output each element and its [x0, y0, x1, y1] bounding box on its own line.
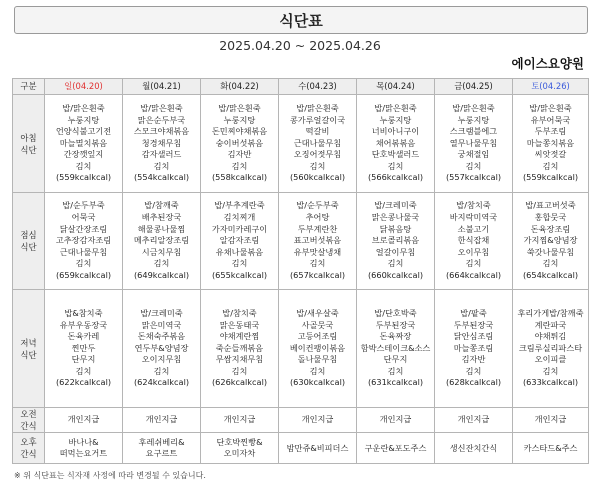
menu-item: 궁채절임: [457, 149, 490, 160]
menu-item: 추어탕: [305, 212, 330, 223]
menu-item: 김치: [75, 365, 92, 376]
menu-item: 얼갈이무침: [375, 246, 416, 257]
snack-cell: 바나나&떠먹는요거트: [45, 433, 123, 464]
pm-snack-row: [13, 433, 589, 464]
menu-item: 숭이버섯볶음: [215, 137, 264, 148]
menu-item: (649kcalkcal): [133, 269, 190, 280]
menu-item: 후리가게밥/참깨죽: [517, 307, 584, 318]
menu-item: 고등어조림: [297, 331, 338, 342]
menu-item: 표고버섯볶음: [293, 235, 342, 246]
snack-cell: 개인지급: [435, 408, 513, 433]
menu-item: 누룽지탕: [379, 114, 412, 125]
menu-item: 김치: [231, 365, 248, 376]
date-range: 2025.04.20 ~ 2025.04.26: [219, 38, 381, 53]
menu-item: 밥/맑은흰죽: [374, 102, 417, 113]
header-day-wed: 수(04.23): [279, 79, 357, 95]
menu-item: 스모크야채볶음: [133, 126, 190, 137]
menu-item: 닭살간장조림: [59, 223, 108, 234]
menu-table: [12, 78, 589, 464]
menu-item: 오이지무침: [141, 354, 182, 365]
menu-item: 돈육짜장: [379, 331, 412, 342]
menu-item: (633kcalkcal): [522, 377, 579, 388]
menu-item: 밥/표고버섯죽: [525, 200, 576, 211]
menu-item: 김치: [153, 258, 170, 269]
menu-item: 유부우동장국: [59, 319, 108, 330]
page-title: 식단표: [14, 6, 588, 34]
menu-item: 언양식불고기전: [55, 126, 112, 137]
menu-item: 김치: [542, 160, 559, 171]
menu-item: (624kcalkcal): [133, 377, 190, 388]
menu-item: 두부된장국: [375, 319, 416, 330]
menu-item: (628kcalkcal): [445, 377, 502, 388]
menu-item: (660kcalkcal): [367, 269, 424, 280]
menu-item: 마늘쫑조림: [453, 342, 494, 353]
menu-item: 씨앗젓갈: [534, 149, 567, 160]
menu-item: 밥/새우살죽: [296, 307, 339, 318]
menu-item: (631kcalkcal): [367, 377, 424, 388]
snack-cell: 개인지급: [201, 408, 279, 433]
menu-item: 밥/참치죽: [456, 200, 491, 211]
menu-item: 야채튀김: [534, 331, 567, 342]
menu-item: 밥/부추계란죽: [214, 200, 265, 211]
menu-item: 오징어젓무침: [293, 149, 342, 160]
menu-item: 돈육장조림: [530, 223, 571, 234]
menu-item: 브로콜리볶음: [371, 235, 420, 246]
menu-item: 밥/맑은흰죽: [529, 102, 572, 113]
meal-cell: [279, 193, 357, 290]
menu-item: 밥/참깨죽: [144, 200, 179, 211]
menu-item: 한식잡채: [457, 235, 490, 246]
menu-item: 해물콩나물찜: [137, 223, 186, 234]
snack-cell: 단호박찐빵&오미자차: [201, 433, 279, 464]
menu-item: 김치: [465, 365, 482, 376]
breakfast-row: [13, 95, 589, 193]
menu-item: (659kcalkcal): [55, 269, 112, 280]
footnote: ※ 위 식단표는 식자재 사정에 따라 변경될 수 있습니다.: [14, 471, 206, 480]
menu-item: 김치: [309, 160, 326, 171]
menu-item: 알감자조림: [219, 235, 260, 246]
header-day-tue: 화(04.22): [201, 79, 279, 95]
menu-item: 밥/순두부죽: [296, 200, 339, 211]
meal-cell: [123, 95, 201, 193]
menu-item: (664kcalkcal): [445, 269, 502, 280]
meal-cell: [45, 290, 123, 408]
menu-item: 밥/크레미죽: [374, 200, 417, 211]
menu-item: (622kcalkcal): [55, 377, 112, 388]
meal-cell: [279, 290, 357, 408]
menu-item: 누룽지탕: [457, 114, 490, 125]
meal-cell: [123, 193, 201, 290]
menu-item: 돈육카레: [67, 331, 100, 342]
menu-item: 김치: [542, 258, 559, 269]
meal-cell: [513, 290, 589, 408]
menu-item: 단호박샐러드: [371, 149, 420, 160]
header-category: 구분: [13, 79, 45, 95]
menu-item: (655kcalkcal): [211, 269, 268, 280]
menu-item: 크림루실리파스타: [518, 342, 583, 353]
menu-item: 떡갈비: [305, 126, 330, 137]
menu-item: 열무나물무침: [449, 137, 498, 148]
menu-item: 김치: [387, 365, 404, 376]
meal-cell: [357, 290, 435, 408]
am-snack-row: [13, 408, 589, 433]
meal-cell: [513, 193, 589, 290]
menu-item: (559kcalkcal): [522, 172, 579, 183]
menu-item: 김치: [465, 258, 482, 269]
menu-item: (566kcalkcal): [367, 172, 424, 183]
meal-cell: [201, 193, 279, 290]
menu-item: 김치: [309, 365, 326, 376]
menu-item: 밥/맑은흰죽: [140, 102, 183, 113]
menu-item: 스크램블에그: [449, 126, 498, 137]
menu-item: 근대나물무침: [293, 137, 342, 148]
header-day-sat: 토(04.26): [513, 79, 589, 95]
header-day-mon: 월(04.21): [123, 79, 201, 95]
menu-item: 야채계란찜: [219, 331, 260, 342]
menu-item: (560kcalkcal): [289, 172, 346, 183]
row-label-dinner: 저녁 식단: [13, 290, 45, 408]
menu-item: 두부조림: [534, 126, 567, 137]
menu-item: 김치: [231, 258, 248, 269]
snack-cell: 구운란&포도주스: [357, 433, 435, 464]
menu-item: 연두부&양념장: [134, 342, 189, 353]
menu-item: 누룽지탕: [223, 114, 256, 125]
menu-item: 밥/단호박죽: [374, 307, 417, 318]
row-label-lunch: 점심 식단: [13, 193, 45, 290]
snack-cell: 생신잔치간식: [435, 433, 513, 464]
menu-item: 돈채숙주볶음: [137, 331, 186, 342]
menu-item: 쑥갓나물무침: [526, 246, 575, 257]
menu-item: 두부계란찬: [297, 223, 338, 234]
menu-item: 근대나물무침: [59, 246, 108, 257]
menu-item: 밥/맑은흰죽: [296, 102, 339, 113]
lunch-row: [13, 193, 589, 290]
menu-item: 유부맛살냉채: [293, 246, 342, 257]
menu-item: 밥/맑은흰죽: [62, 102, 105, 113]
menu-item: 누룽지탕: [67, 114, 100, 125]
menu-item: 밥/맑은흰죽: [452, 102, 495, 113]
menu-item: 시금치무침: [141, 246, 182, 257]
menu-item: 밥/맑은흰죽: [218, 102, 261, 113]
menu-item: (626kcalkcal): [211, 377, 268, 388]
menu-item: 김치: [309, 258, 326, 269]
menu-item: 마늘쫑치볶음: [526, 137, 575, 148]
menu-item: 단무지: [383, 354, 408, 365]
header-day-sun: 일(04.20): [45, 79, 123, 95]
meal-cell: [357, 95, 435, 193]
menu-item: 김자반: [461, 354, 486, 365]
snack-cell: 개인지급: [279, 408, 357, 433]
meal-cell: [45, 193, 123, 290]
meal-cell: [279, 95, 357, 193]
menu-item: 찐만두: [71, 342, 96, 353]
menu-item: 감자샐러드: [141, 149, 182, 160]
menu-item: (559kcalkcal): [55, 172, 112, 183]
menu-item: 죽순들깨볶음: [215, 342, 264, 353]
menu-item: 어묵국: [71, 212, 96, 223]
menu-item: 간장깻잎지: [63, 149, 104, 160]
meal-cell: [201, 290, 279, 408]
menu-item: 김치: [75, 160, 92, 171]
menu-item: (657kcalkcal): [289, 269, 346, 280]
menu-item: 사골뭇국: [301, 319, 334, 330]
menu-item: 계란파국: [534, 319, 567, 330]
menu-item: 메추리알장조림: [133, 235, 190, 246]
menu-item: 오이피클: [534, 354, 567, 365]
menu-item: 밥&참치죽: [64, 307, 103, 318]
meal-cell: [201, 95, 279, 193]
menu-item: 김치: [153, 160, 170, 171]
menu-item: 김치: [387, 160, 404, 171]
menu-item: 함박스테이크&소스: [360, 342, 431, 353]
menu-item: (654kcalkcal): [522, 269, 579, 280]
dinner-row: [13, 290, 589, 408]
menu-item: 돌나물무침: [297, 354, 338, 365]
snack-cell: 카스타드&주스: [513, 433, 589, 464]
header-row: [13, 79, 589, 95]
row-label-am-snack: 오전 간식: [13, 408, 45, 433]
menu-item: 밥/참치죽: [222, 307, 257, 318]
meal-cell: [435, 95, 513, 193]
meal-cell: [45, 95, 123, 193]
meal-cell: [513, 95, 589, 193]
menu-item: 두부된장국: [453, 319, 494, 330]
menu-item: 김치: [465, 160, 482, 171]
menu-item: 김치: [153, 365, 170, 376]
meal-cell: [123, 290, 201, 408]
snack-cell: 개인지급: [513, 408, 589, 433]
menu-item: (558kcalkcal): [211, 172, 268, 183]
meal-cell: [435, 290, 513, 408]
menu-item: (630kcalkcal): [289, 377, 346, 388]
menu-item: 가지찜&양념장: [523, 235, 578, 246]
menu-item: 김치: [231, 160, 248, 171]
row-label-pm-snack: 오후 간식: [13, 433, 45, 464]
menu-item: 단무지: [71, 354, 96, 365]
menu-item: 배추된장국: [141, 212, 182, 223]
menu-item: 밥/팥죽: [460, 307, 487, 318]
menu-item: 소불고기: [457, 223, 490, 234]
menu-item: 유채나물볶음: [215, 246, 264, 257]
menu-item: 콩가루얼갈이국: [289, 114, 346, 125]
snack-cell: 밤만쥬&비피더스: [279, 433, 357, 464]
menu-item: 밥/크레미죽: [140, 307, 183, 318]
menu-item: 청경채무침: [141, 137, 182, 148]
meal-cell: [435, 193, 513, 290]
menu-item: 가자미카레구이: [211, 223, 268, 234]
menu-item: 김치: [542, 365, 559, 376]
snack-cell: 후레쉬베리&요구르트: [123, 433, 201, 464]
menu-item: 돈민찌야채볶음: [211, 126, 268, 137]
snack-cell: 개인지급: [357, 408, 435, 433]
menu-item: 베이컨팽이볶음: [289, 342, 346, 353]
menu-item: 홍합뭇국: [534, 212, 567, 223]
snack-cell: 개인지급: [123, 408, 201, 433]
menu-item: 닭안심조림: [453, 331, 494, 342]
menu-item: 김치찌개: [223, 212, 256, 223]
menu-item: 김치: [387, 258, 404, 269]
row-label-breakfast: 아침 식단: [13, 95, 45, 193]
menu-item: 맑은미역국: [141, 319, 182, 330]
menu-item: 오이무침: [457, 246, 490, 257]
menu-item: 채어볶볶음: [375, 137, 416, 148]
menu-item: 맑은동태국: [219, 319, 260, 330]
menu-item: 밥/순두부죽: [62, 200, 105, 211]
menu-item: 맑은순두부국: [137, 114, 186, 125]
menu-item: 김치: [75, 258, 92, 269]
menu-item: 김자반: [227, 149, 252, 160]
menu-item: 고추장감자조림: [55, 235, 112, 246]
menu-item: 맑은콩나물국: [371, 212, 420, 223]
menu-item: (554kcalkcal): [133, 172, 190, 183]
menu-item: 마늘멸치볶음: [59, 137, 108, 148]
menu-item: (557kcalkcal): [445, 172, 502, 183]
header-day-thu: 목(04.24): [357, 79, 435, 95]
menu-item: 유부어묵국: [530, 114, 571, 125]
menu-item: 닭볶음탕: [379, 223, 412, 234]
header-day-fri: 금(04.25): [435, 79, 513, 95]
menu-item: 바지락미역국: [449, 212, 498, 223]
menu-item: 무쌈지채무침: [215, 354, 264, 365]
menu-item: 너비아니구이: [371, 126, 420, 137]
meal-cell: [357, 193, 435, 290]
snack-cell: 개인지급: [45, 408, 123, 433]
facility-name: 에이스요양원: [511, 56, 584, 71]
